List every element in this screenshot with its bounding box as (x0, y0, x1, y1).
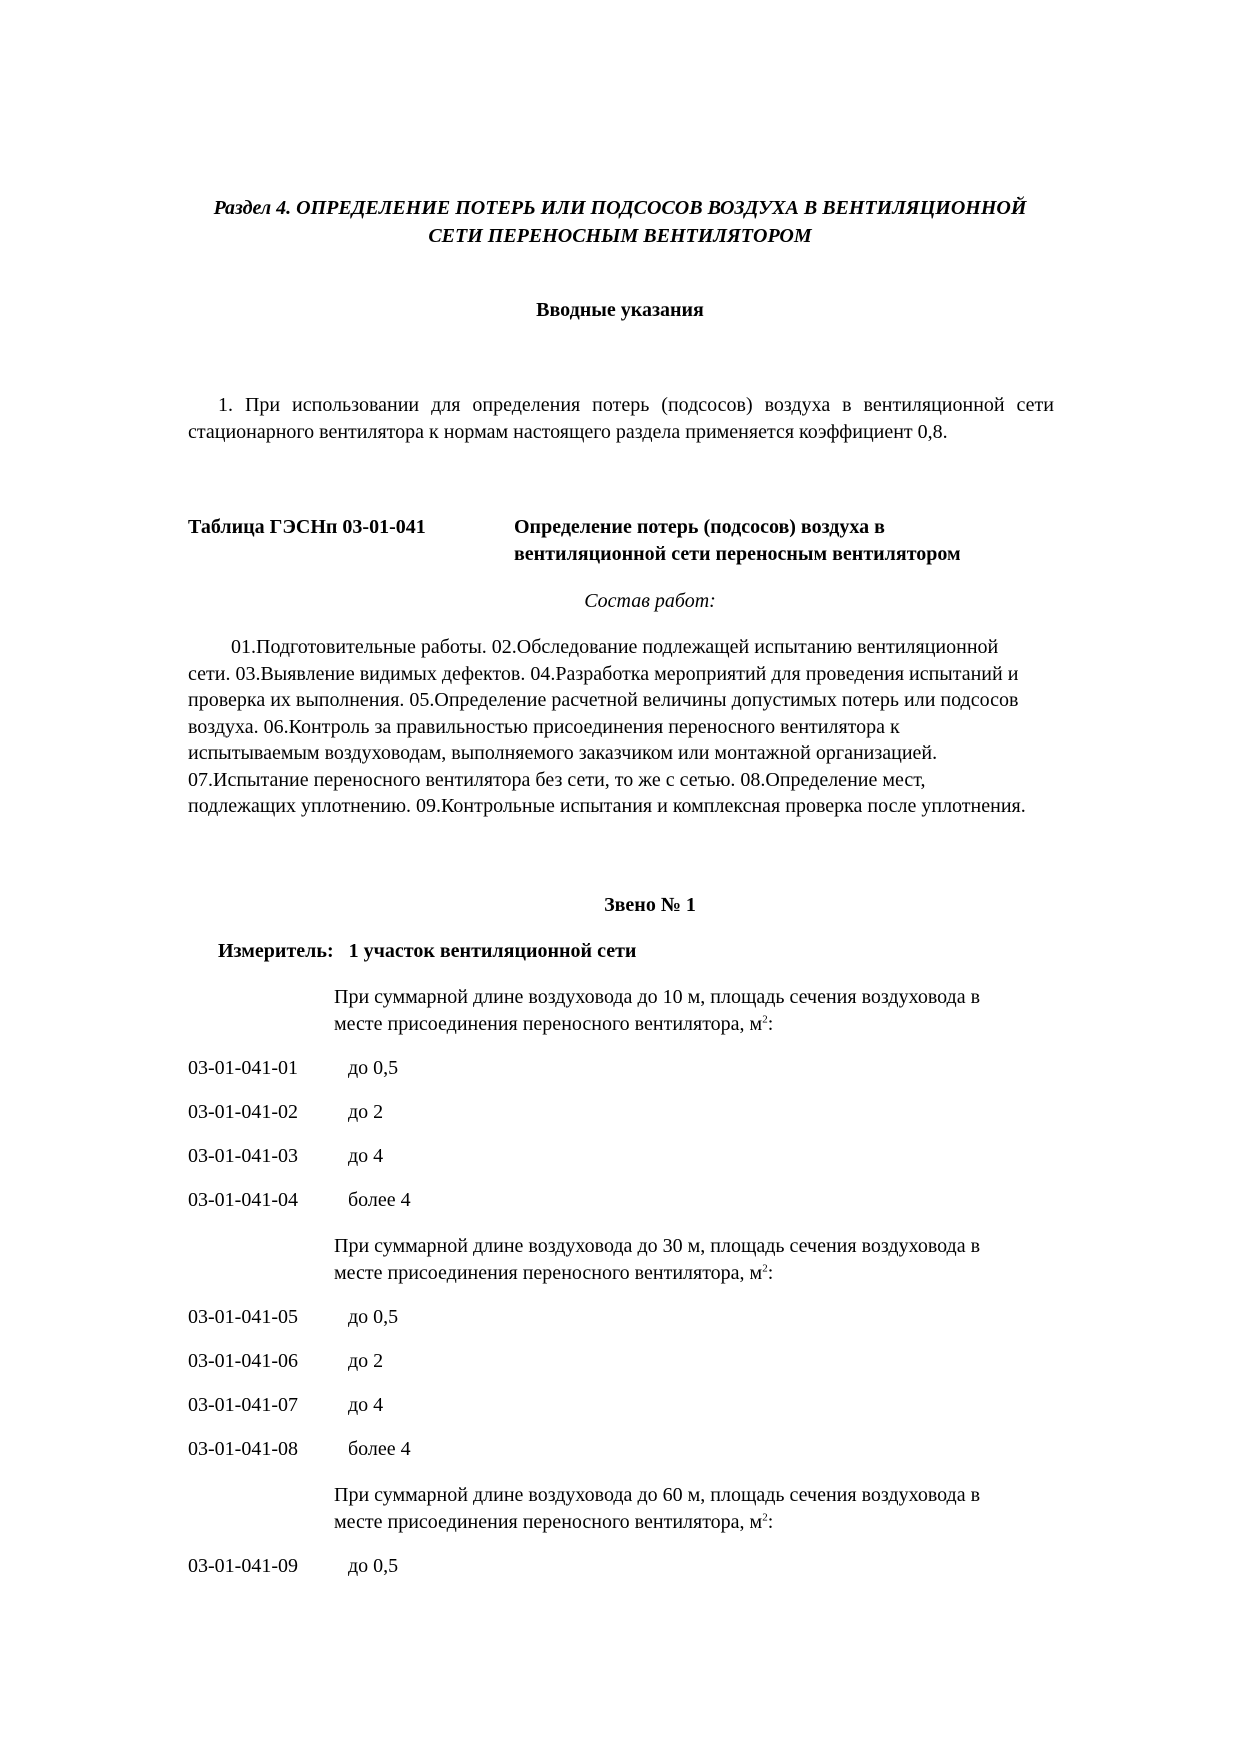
works-line: 01.Подготовительные работы. 02.Обследование подлежащей испытанию вентиляционной (231, 636, 999, 658)
row-code: 03-01-041-01 (188, 1057, 298, 1079)
group-heading (334, 1233, 1054, 1287)
row-code: 03-01-041-09 (188, 1555, 298, 1577)
row-code: 03-01-041-07 (188, 1394, 298, 1416)
measure-value: 1 участок вентиляционной сети (348, 940, 637, 962)
group-heading-line1: При суммарной длине воздуховода до 30 м, площадь сечения воздуховода в (334, 1235, 981, 1257)
table-code: Таблица ГЭСНп 03-01-041 (188, 516, 426, 538)
row-value: до 0,5 (348, 1057, 399, 1079)
row-value: до 4 (348, 1145, 384, 1167)
table-row (188, 1391, 383, 1419)
row-code: 03-01-041-05 (188, 1306, 298, 1328)
group-heading-line1: При суммарной длине воздуховода до 60 м, площадь сечения воздуховода в (334, 1484, 981, 1506)
group-heading (334, 1482, 1054, 1536)
group-heading (334, 984, 1054, 1038)
row-value: более 4 (348, 1438, 411, 1460)
works-line: испытываемым воздуховодам, выполняемого заказчиком или монтажной организацией. (188, 742, 938, 764)
table-row (188, 1552, 398, 1580)
row-value: до 4 (348, 1394, 384, 1416)
zveno-heading: Звено № 1 (604, 894, 696, 916)
table-row (188, 1142, 383, 1170)
table-row (188, 1098, 383, 1126)
group-heading-line2: месте присоединения переносного вентилятора, $м^2$: (334, 1511, 774, 1533)
row-value: более 4 (348, 1189, 411, 1211)
measure-label: Измеритель: (218, 940, 334, 962)
intro-heading: Вводные указания (536, 299, 704, 321)
section-title (150, 194, 1090, 250)
table-name (514, 514, 1034, 568)
row-code: 03-01-041-06 (188, 1350, 298, 1372)
works-line: проверка их выполнения. 05.Определение расчетной величины допустимых потерь или подсосов (188, 689, 1019, 711)
row-code: 03-01-041-03 (188, 1145, 298, 1167)
group-heading-line2: месте присоединения переносного вентилятора, $м^2$: (334, 1013, 774, 1035)
works-line: 07.Испытание переносного вентилятора без сети, то же с сетью. 08.Определение мест, (188, 768, 926, 791)
row-value: до 2 (348, 1350, 384, 1372)
row-code: 03-01-041-08 (188, 1438, 298, 1460)
measure-line (218, 938, 636, 964)
works-line: воздуха. 06.Контроль за правильностью присоединения переносного вентилятора к (188, 715, 900, 738)
group-heading-line1: При суммарной длине воздуховода до 10 м, площадь сечения воздуховода в (334, 986, 981, 1008)
table-row (188, 1303, 398, 1331)
row-code: 03-01-041-04 (188, 1189, 298, 1211)
works-line: подлежащих уплотнению. 09.Контрольные испытания и комплексная проверка после уплотнения. (188, 795, 1026, 817)
section-title-line1: Раздел 4. ОПРЕДЕЛЕНИЕ ПОТЕРЬ ИЛИ ПОДСОСОВ ВОЗДУХА В ВЕНТИЛЯЦИОННОЙ (213, 197, 1027, 219)
row-value: до 0,5 (348, 1306, 399, 1328)
table-row (188, 1435, 411, 1463)
group-heading-line2: месте присоединения переносного вентилятора, $м^2$: (334, 1262, 774, 1284)
row-code: 03-01-041-02 (188, 1101, 298, 1123)
works-heading: Состав работ: (584, 590, 716, 612)
works-line: сети. 03.Выявление видимых дефектов. 04.Разработка мероприятий для проведения испытаний и (188, 662, 1019, 685)
table-row (188, 1347, 383, 1375)
works-list (188, 634, 1058, 820)
table-name-line2: вентиляционной сети переносным вентилятором (514, 543, 961, 565)
table-row (188, 1186, 411, 1214)
section-title-line2: СЕТИ ПЕРЕНОСНЫМ ВЕНТИЛЯТОРОМ (428, 225, 812, 247)
table-row (188, 1054, 398, 1082)
intro-paragraph: 1. При использовании для определения потерь (подсосов) воздуха в вентиляционной сети стационарного вентилятора к нормам настоящего раздела применяется коэффициент 0,8. (188, 394, 1054, 443)
row-value: до 0,5 (348, 1555, 399, 1577)
row-value: до 2 (348, 1101, 384, 1123)
table-name-line1: Определение потерь (подсосов) воздуха в (514, 516, 885, 538)
